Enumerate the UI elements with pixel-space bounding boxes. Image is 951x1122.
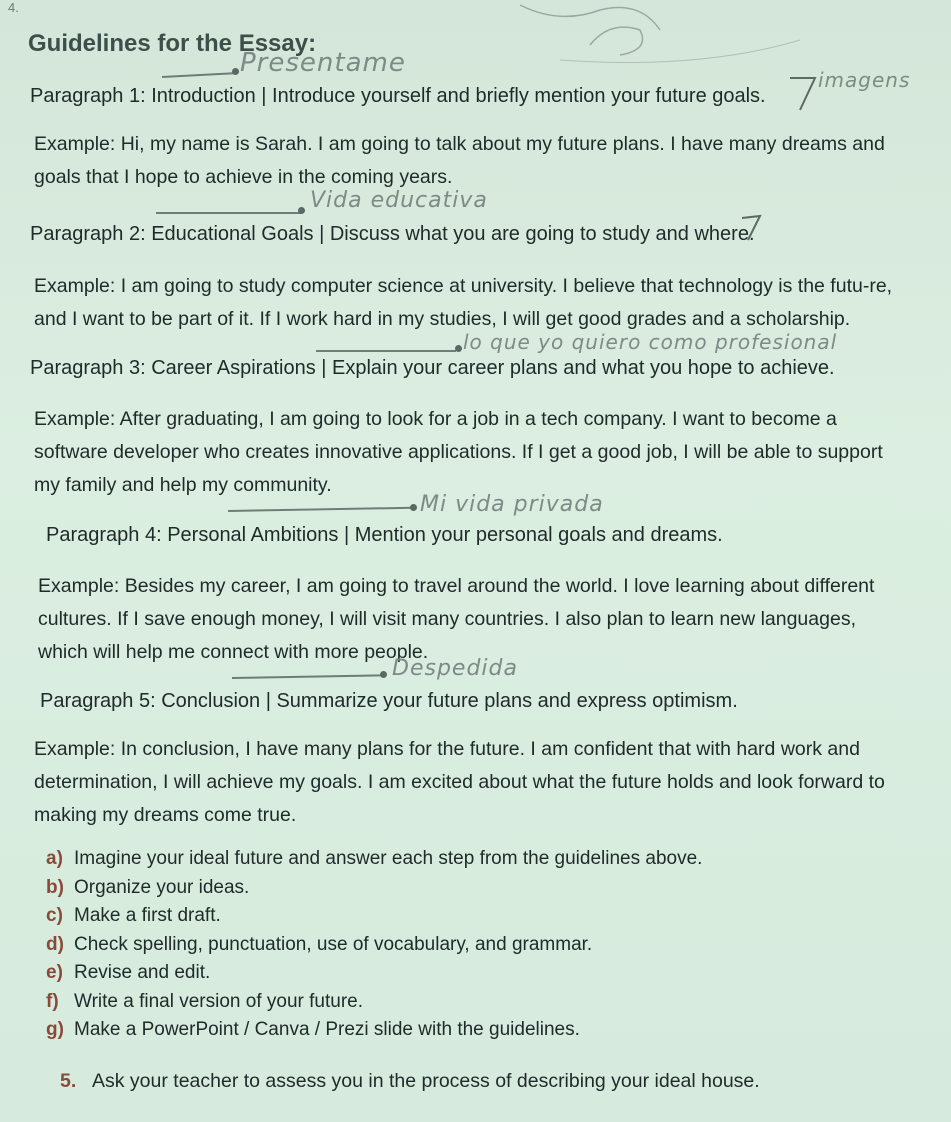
list-item <box>46 905 702 934</box>
task-text: Make a PowerPoint / Canva / Prezi slide with the guidelines. <box>74 1019 580 1040</box>
list-item <box>46 1019 702 1048</box>
handwritten-note-presentame: Presentame <box>240 48 406 78</box>
final-instruction <box>60 1070 760 1093</box>
task-list <box>46 848 702 1048</box>
paragraph-4-title: Paragraph 4: Personal Ambitions | Mention your personal goals and dreams. <box>46 524 723 546</box>
task-letter: a) <box>46 848 63 869</box>
task-letter: b) <box>46 876 64 898</box>
handwritten-note-imagens: imagens <box>818 68 911 92</box>
list-item <box>46 877 702 906</box>
final-item-number: 5. <box>60 1070 77 1092</box>
paragraph-1-title: Paragraph 1: Introduction | Introduce yourself and briefly mention your future goals. <box>30 85 766 107</box>
annotation-line <box>316 350 456 352</box>
list-item <box>46 934 702 963</box>
list-item <box>46 962 702 991</box>
paragraph-4-example: Example: Besides my career, I am going to travel around the world. I love learning about different cultures. If I save enough money, I will visit many countries. I also plan to learn new languages, which will help me connect with more people. <box>38 575 875 663</box>
task-text: Imagine your ideal future and answer each step from the guidelines above. <box>74 848 703 869</box>
page-corner-number: 4. <box>8 0 19 15</box>
annotation-dot <box>232 68 239 75</box>
paragraph-3-example: Example: After graduating, I am going to look for a job in a tech company. I want to become a software developer who creates innovative applications. If I get a good job, I will be able to support my family and help my community. <box>34 408 883 496</box>
list-item <box>46 848 702 877</box>
annotation-line <box>156 212 301 214</box>
annotation-dot <box>455 345 462 352</box>
list-item <box>46 991 702 1020</box>
guidelines-heading: Guidelines for the Essay: <box>28 30 317 57</box>
handwritten-note-vida-educativa: Vida educativa <box>310 188 488 213</box>
paragraph-3-title: Paragraph 3: Career Aspirations | Explain your career plans and what you hope to achieve. <box>30 357 835 379</box>
task-text: Write a final version of your future. <box>74 990 363 1012</box>
annotation-dot <box>380 671 387 678</box>
task-text: Organize your ideas. <box>74 876 250 898</box>
task-letter: d) <box>46 933 64 955</box>
handwritten-note-despedida: Despedida <box>392 656 518 681</box>
paragraph-5-title: Paragraph 5: Conclusion | Summarize your future plans and express optimism. <box>40 690 738 712</box>
task-text: Revise and edit. <box>74 962 211 983</box>
task-letter: c) <box>46 905 63 926</box>
paragraph-2-title: Paragraph 2: Educational Goals | Discuss what you are going to study and where. <box>30 223 755 245</box>
task-text: Make a first draft. <box>74 905 221 926</box>
task-letter: f) <box>46 990 59 1012</box>
paragraph-2-example: Example: I am going to study computer science at university. I believe that technology is the futu-re, and I want to be part of it. If I work hard in my studies, I will get good grades and a scholarship. <box>34 275 893 330</box>
handwritten-note-profesional: lo que yo quiero como profesional <box>463 330 838 354</box>
task-text: Check spelling, punctuation, use of vocabulary, and grammar. <box>74 933 593 955</box>
task-letter: e) <box>46 962 63 983</box>
handwritten-note-mi-vida-privada: Mi vida privada <box>420 492 604 517</box>
final-item-text: Ask your teacher to assess you in the process of describing your ideal house. <box>92 1070 760 1092</box>
paragraph-5-example: Example: In conclusion, I have many plans for the future. I am confident that with hard work and determination, I will achieve my goals. I am excited about what the future holds and look forward to making my dreams come true. <box>34 738 885 826</box>
paragraph-1-example: Example: Hi, my name is Sarah. I am going to talk about my future plans. I have many dreams and goals that I hope to achieve in the coming years. <box>34 133 885 188</box>
task-letter: g) <box>46 1019 64 1040</box>
annotation-dot <box>298 207 305 214</box>
annotation-dot <box>410 504 417 511</box>
